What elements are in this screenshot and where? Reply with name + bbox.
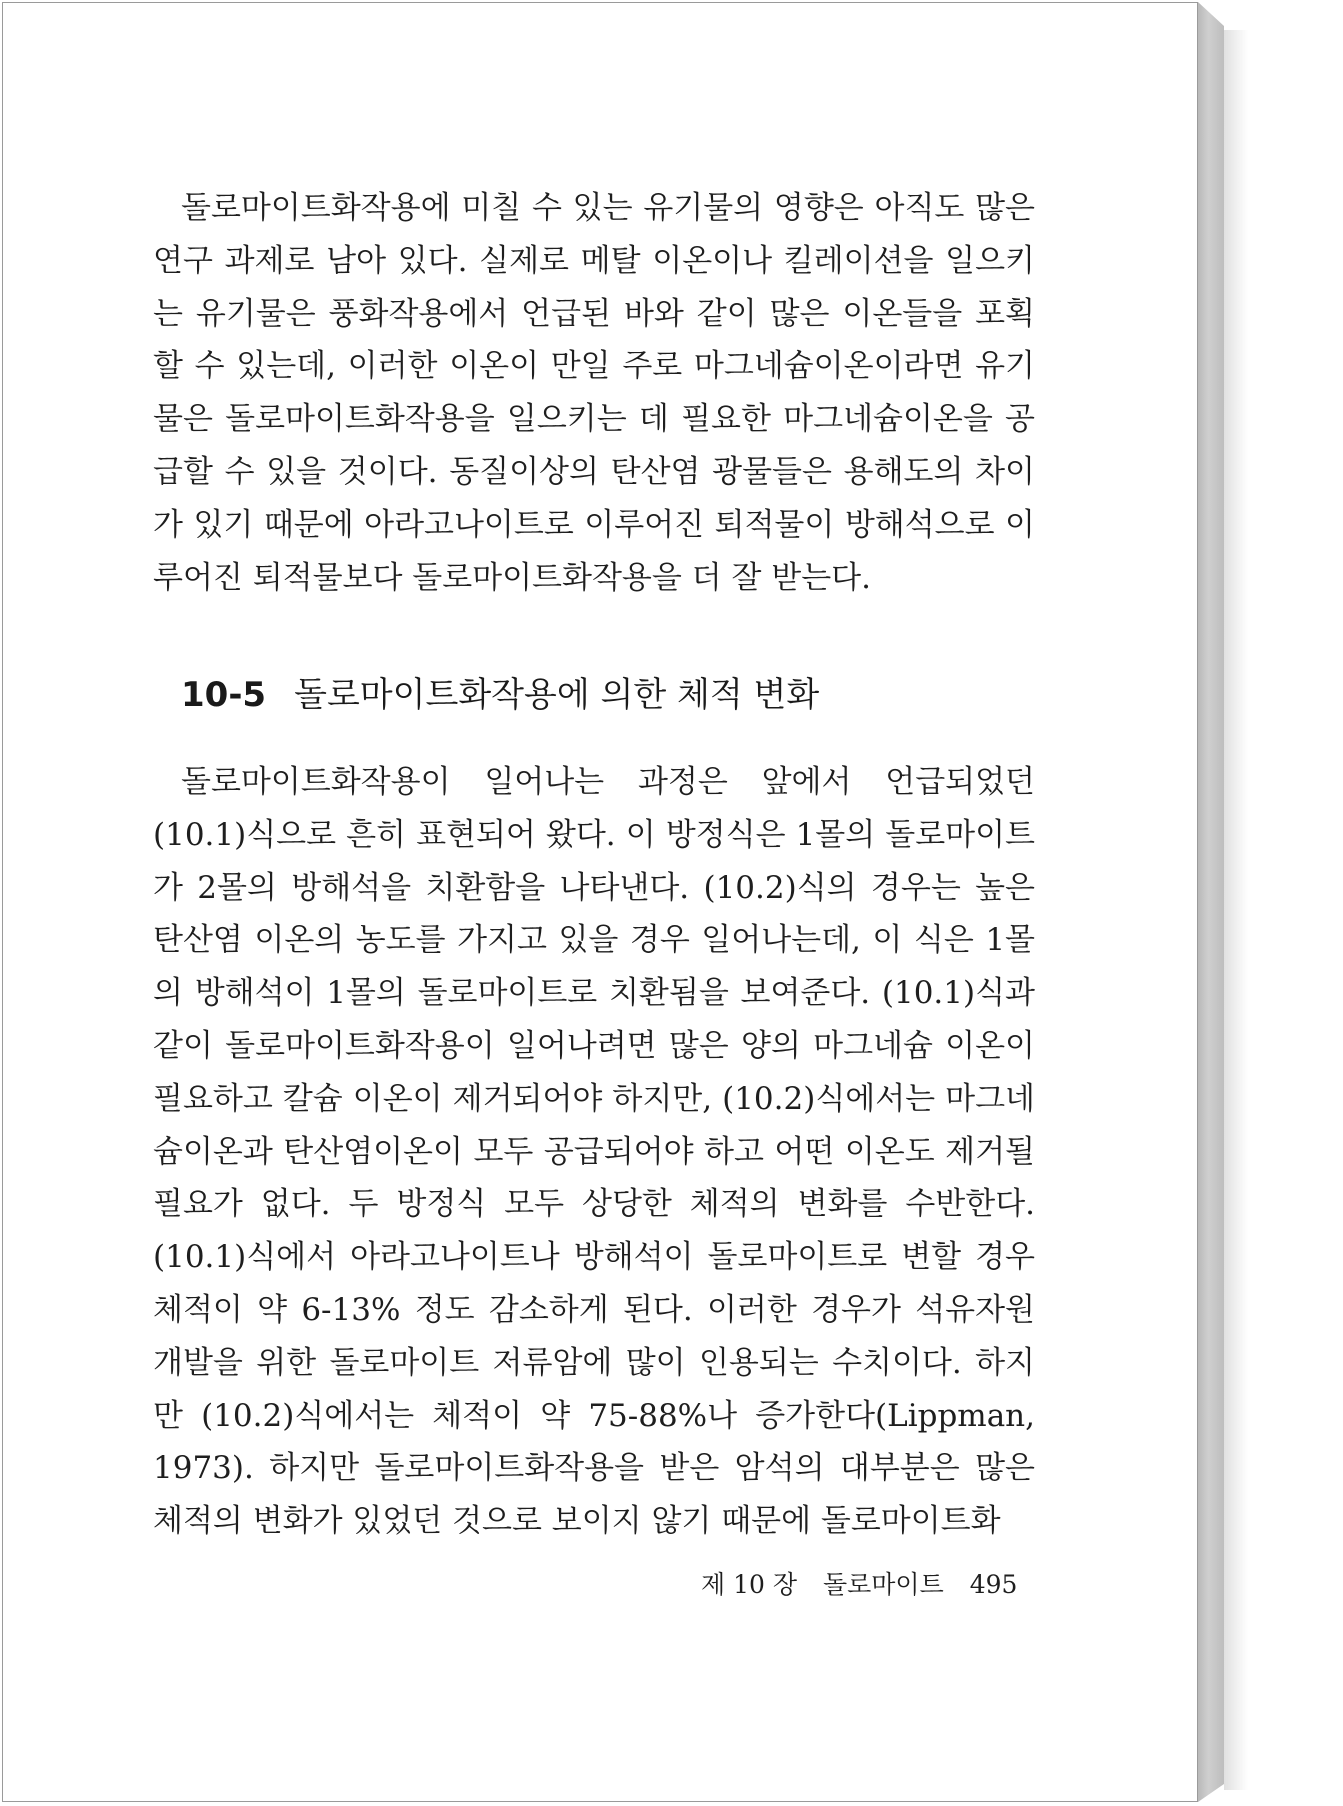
book-page <box>2 2 1198 1802</box>
section-number: 10-5 <box>181 675 267 715</box>
paragraph-volume-change: 돌로마이트화작용이 일어나는 과정은 앞에서 언급되었던 (10.1)식으로 흔히 표현되어 왔다. 이 방정식은 1몰의 돌로마이트가 2몰의 방해석을 치환함을 나타낸다. (10.2)식의 경우는 높은 탄산염 이온의 농도를 가지고 있을 경우 일어나는데, 이 식은 1몰의 방해석이 1몰의 돌로마이트로 치환됨을 보여준다. (10.1)식과 같이 돌로마이트화작용이 일어나려면 많은 양의 마그네슘 이온이 필요하고 칼슘 이온이 제거되어야 하지만, (10.2)식에서는 마그네슘이온과 탄산염이온이 모두 공급되어야 하고 어떤 이온도 제거될 필요가 없다. 두 방정식 모두 상당한 체적의 변화를 수반한다. (10.1)식에서 아라고나이트나 방해석이 돌로마이트로 변할 경우 체적이 약 6-13% 정도 감소하게 된다. 이러한 경우가 석유자원 개발을 위한 돌로마이트 저류암에 많이 인용되는 수치이다. 하지만 (10.2)식에서는 체적이 약 75-88%나 증가한다(Lippman, 1973). 하지만 돌로마이트화작용을 받은 암석의 대부분은 많은 체적의 변화가 있었던 것으로 보이지 않기 때문에 돌로마이트화 <box>153 764 1035 1540</box>
section-heading <box>181 671 819 719</box>
page-shadow <box>1224 30 1248 1790</box>
page-stack-edge <box>1198 2 1224 1802</box>
page-footer <box>701 1567 1017 1603</box>
paragraph-organic-influence: 돌로마이트화작용에 미칠 수 있는 유기물의 영향은 아직도 많은 연구 과제로 남아 있다. 실제로 메탈 이온이나 킬레이션을 일으키는 유기물은 풍화작용에서 언급된 바와 같이 많은 이온들을 포획할 수 있는데, 이러한 이온이 만일 주로 마그네슘이온이라면 유기물은 돌로마이트화작용을 일으키는 데 필요한 마그네슘이온을 공급할 수 있을 것이다. 동질이상의 탄산염 광물들은 용해도의 차이가 있기 때문에 아라고나이트로 이루어진 퇴적물이 방해석으로 이루어진 퇴적물보다 돌로마이트화작용을 더 잘 받는다. <box>153 190 1035 596</box>
footer-chapter-title: 돌로마이트 <box>822 1570 944 1599</box>
section-title: 돌로마이트화작용에 의한 체적 변화 <box>294 675 820 715</box>
footer-chapter: 제 10 장 <box>701 1570 798 1599</box>
page-number: 495 <box>969 1570 1018 1599</box>
